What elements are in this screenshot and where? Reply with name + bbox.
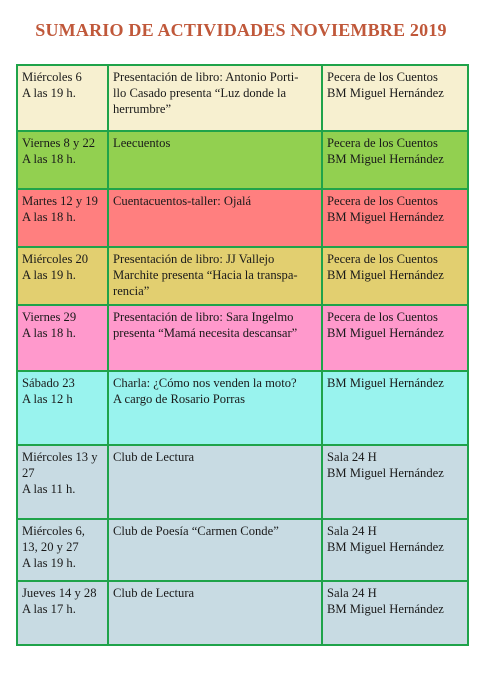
table-row xyxy=(17,131,468,189)
place-cell: Pecera de los Cuentos BM Miguel Hernández xyxy=(322,305,468,371)
place-cell: BM Miguel Hernández xyxy=(322,371,468,445)
activity-cell: Club de Poesía “Carmen Conde” xyxy=(108,519,322,581)
activity-cell: Presentación de libro: Antonio Porti- llo Casado presenta “Luz donde la herrumbre” xyxy=(108,65,322,131)
table-row xyxy=(17,371,468,445)
place-cell: Pecera de los Cuentos BM Miguel Hernández xyxy=(322,65,468,131)
place-cell: Pecera de los Cuentos BM Miguel Hernández xyxy=(322,131,468,189)
table-row xyxy=(17,189,468,247)
table-row xyxy=(17,519,468,581)
place-cell: Pecera de los Cuentos BM Miguel Hernández xyxy=(322,189,468,247)
date-cell: Viernes 29 A las 18 h. xyxy=(17,305,108,371)
date-cell: Martes 12 y 19 A las 18 h. xyxy=(17,189,108,247)
date-cell: Sábado 23 A las 12 h xyxy=(17,371,108,445)
date-cell: Miércoles 6 A las 19 h. xyxy=(17,65,108,131)
place-cell: Sala 24 H BM Miguel Hernández xyxy=(322,519,468,581)
place-cell: Pecera de los Cuentos BM Miguel Hernández xyxy=(322,247,468,305)
table-row xyxy=(17,305,468,371)
table-row xyxy=(17,445,468,519)
activity-cell: Club de Lectura xyxy=(108,445,322,519)
activity-cell: Charla: ¿Cómo nos venden la moto? A cargo de Rosario Porras xyxy=(108,371,322,445)
table-row xyxy=(17,581,468,645)
activities-table xyxy=(16,64,469,646)
table-row xyxy=(17,65,468,131)
date-cell: Viernes 8 y 22 A las 18 h. xyxy=(17,131,108,189)
activity-cell: Leecuentos xyxy=(108,131,322,189)
activity-cell: Club de Lectura xyxy=(108,581,322,645)
document-title: SUMARIO DE ACTIVIDADES NOVIEMBRE 2019 xyxy=(35,20,447,40)
date-cell: Miércoles 13 y 27 A las 11 h. xyxy=(17,445,108,519)
place-cell: Sala 24 H BM Miguel Hernández xyxy=(322,581,468,645)
date-cell: Miércoles 6, 13, 20 y 27 A las 19 h. xyxy=(17,519,108,581)
date-cell: Miércoles 20 A las 19 h. xyxy=(17,247,108,305)
activity-cell: Presentación de libro: Sara Ingelmo presenta “Mamá necesita descansar” xyxy=(108,305,322,371)
table-row xyxy=(17,247,468,305)
date-cell: Jueves 14 y 28 A las 17 h. xyxy=(17,581,108,645)
activity-cell: Presentación de libro: JJ Vallejo Marchite presenta “Hacia la transpa- rencia” xyxy=(108,247,322,305)
place-cell: Sala 24 H BM Miguel Hernández xyxy=(322,445,468,519)
activity-cell: Cuentacuentos-taller: Ojalá xyxy=(108,189,322,247)
